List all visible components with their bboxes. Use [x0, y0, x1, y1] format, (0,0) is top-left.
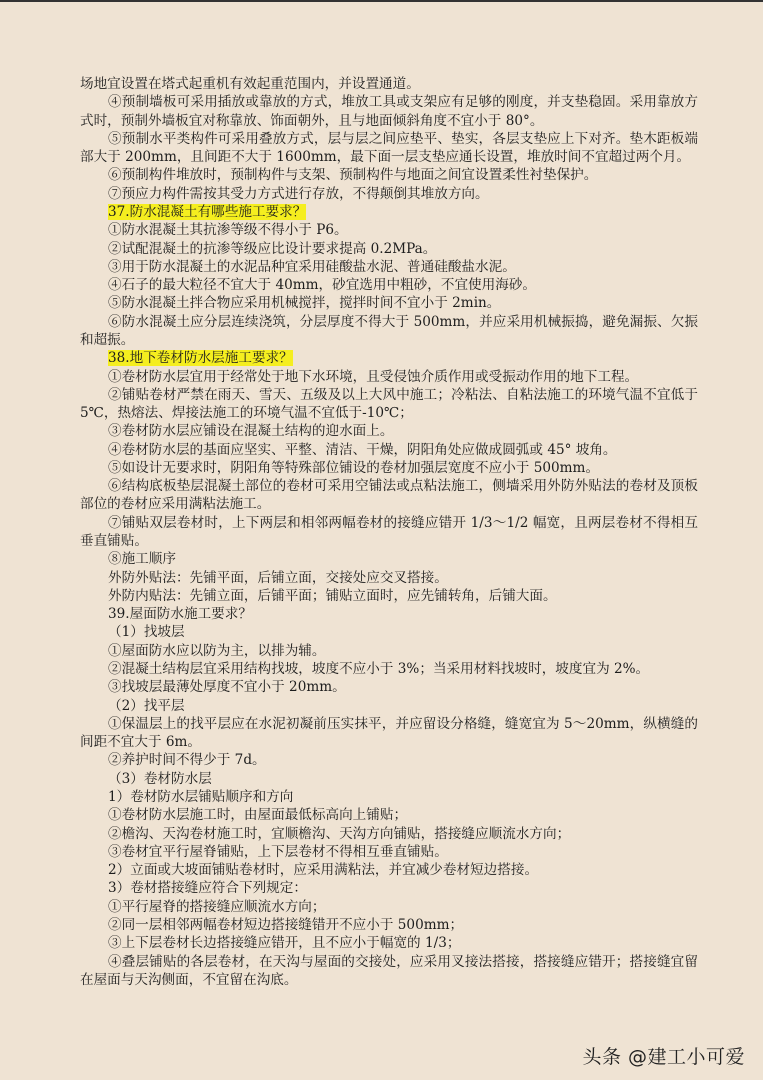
- paragraph: （1）找坡层: [108, 624, 185, 641]
- paragraph: ⑧施工顺序: [108, 551, 176, 568]
- paragraph: ②混凝土结构层宜采用结构找坡，坡度不应小于 3%；当采用材料找坡时，坡度宜为 2%。: [108, 661, 650, 677]
- paragraph: ①屋面防水应以防为主，以排为辅。: [108, 642, 326, 659]
- paragraph: ③用于防水混凝土的水泥品种宜采用硅酸盐水泥、普通硅酸盐水泥。: [108, 258, 516, 275]
- paragraph: ⑥预制构件堆放时，预制构件与支架、预制构件与地面之间宜设置柔性衬垫保护。: [108, 167, 598, 184]
- paragraph: ③卷材宜平行屋脊铺贴，上下层卷材不得相互垂直铺贴。: [108, 843, 448, 860]
- paragraph: （3）卷材防水层: [108, 770, 212, 787]
- paragraph: 1）卷材防水层铺贴顺序和方向: [108, 788, 294, 805]
- paragraph: （2）找平层: [108, 697, 185, 714]
- paragraph: ⑤预制水平类构件可采用叠放方式，层与层之间应垫平、垫实，各层支垫应上下对齐。垫木距板端部大于 200mm，且间距不大于 1600mm，最下面一层支垫应通长设置，堆放时间不宜超过两个月。: [80, 130, 698, 166]
- paragraph: ①保温层上的找平层应在水泥初凝前压实抹平，并应留设分格缝，缝宽宜为 5～20mm，纵横缝的间距不宜大于 6m。: [80, 715, 698, 751]
- paragraph: 39.屋面防水施工要求？: [108, 606, 252, 623]
- paragraph: ④石子的最大粒径不宜大于 40mm，砂宜选用中粗砂，不宜使用海砂。: [108, 277, 537, 294]
- section-heading: [80, 203, 698, 221]
- paragraph: 3）卷材搭接缝应符合下列规定：: [108, 880, 307, 897]
- paragraph: ④卷材防水层的基面应坚实、平整、清洁、干燥，阴阳角处应做成圆弧或 45° 坡角。: [108, 441, 617, 458]
- paragraph: 外防内贴法：先铺立面，后铺平面；铺贴立面时，应先铺转角，后铺大面。: [108, 587, 557, 604]
- paragraph: ②檐沟、天沟卷材施工时，宜顺檐沟、天沟方向铺贴，搭接缝应顺流水方向；: [108, 825, 571, 842]
- paragraph: ②铺贴卷材严禁在雨天、雪天、五级及以上大风中施工；冷粘法、自粘法施工的环境气温不宜低于 5℃，热熔法、焊接法施工的环境气温不宜低于-10℃；: [80, 386, 698, 422]
- paragraph: ④叠层铺贴的各层卷材，在天沟与屋面的交接处，应采用叉接法搭接，搭接缝应错开；搭接缝宜留在屋面与天沟侧面，不宜留在沟底。: [80, 953, 698, 988]
- document-body: [80, 75, 698, 989]
- paragraph: ⑥防水混凝土应分层连续浇筑，分层厚度不得大于 500mm，并应采用机械振捣，避免漏振、欠振和超振。: [80, 313, 698, 348]
- paragraph: ①卷材防水层施工时，由屋面最低标高向上铺贴；: [108, 807, 408, 824]
- paragraph: ③卷材防水层应铺设在混凝土结构的迎水面上。: [108, 423, 394, 440]
- section-heading: [80, 349, 698, 367]
- paragraph: 外防外贴法：先铺平面，后铺立面，交接处应交叉搭接。: [108, 569, 448, 586]
- highlighted-question: 37.防水混凝土有哪些施工要求？: [108, 203, 307, 220]
- paragraph: ⑤如设计无要求时，阴阳角等特殊部位铺设的卷材加强层宽度不应小于 500mm。: [108, 459, 600, 476]
- paragraph: ①防水混凝土其抗渗等级不得小于 P6。: [108, 222, 348, 239]
- paragraph: ①平行屋脊的搭接缝应顺流水方向；: [108, 898, 326, 915]
- paragraph: ⑦铺贴双层卷材时，上下两层和相邻两幅卷材的接缝应错开 1/3～1/2 幅宽，且两层卷材不得相互垂直铺贴。: [80, 514, 698, 550]
- paragraph: ⑤防水混凝土拌合物应采用机械搅拌，搅拌时间不宜小于 2min。: [108, 295, 501, 312]
- paragraph: ②养护时间不得少于 7d。: [108, 752, 266, 769]
- paragraph: ⑦预应力构件需按其受力方式进行存放，不得颠倒其堆放方向。: [108, 185, 489, 202]
- paragraph: ⑥结构底板垫层混凝土部位的卷材可采用空铺法或点粘法施工，侧墙采用外防外贴法的卷材及顶板部位的卷材应采用满粘法施工。: [80, 478, 698, 513]
- paragraph: ④预制墙板可采用插放或靠放的方式，堆放工具或支架应有足够的刚度，并支垫稳固。采用靠放方式时，预制外墙板宜对称靠放、饰面朝外，且与地面倾斜角度不宜小于 80°。: [80, 94, 698, 129]
- highlighted-question: 38.地下卷材防水层施工要求？: [108, 350, 293, 367]
- paragraph: 场地宜设置在塔式起重机有效起重范围内，并设置通道。: [80, 76, 420, 92]
- paragraph: 2）立面或大坡面铺贴卷材时，应采用满粘法，并宜减少卷材短边搭接。: [108, 862, 539, 879]
- paragraph: ②试配混凝土的抗渗等级应比设计要求提高 0.2MPa。: [108, 240, 437, 257]
- paragraph: ②同一层相邻两幅卷材短边搭接缝错开不应小于 500mm；: [108, 916, 464, 933]
- watermark: 头条 @建工小可爱: [582, 1046, 745, 1068]
- paragraph: ③找坡层最薄处厚度不宜小于 20mm。: [108, 679, 346, 696]
- paragraph: ①卷材防水层宜用于经常处于地下水环境，且受侵蚀介质作用或受振动作用的地下工程。: [108, 368, 639, 385]
- paragraph: ③上下层卷材长边搭接缝应错开，且不应小于幅宽的 1/3；: [108, 935, 461, 952]
